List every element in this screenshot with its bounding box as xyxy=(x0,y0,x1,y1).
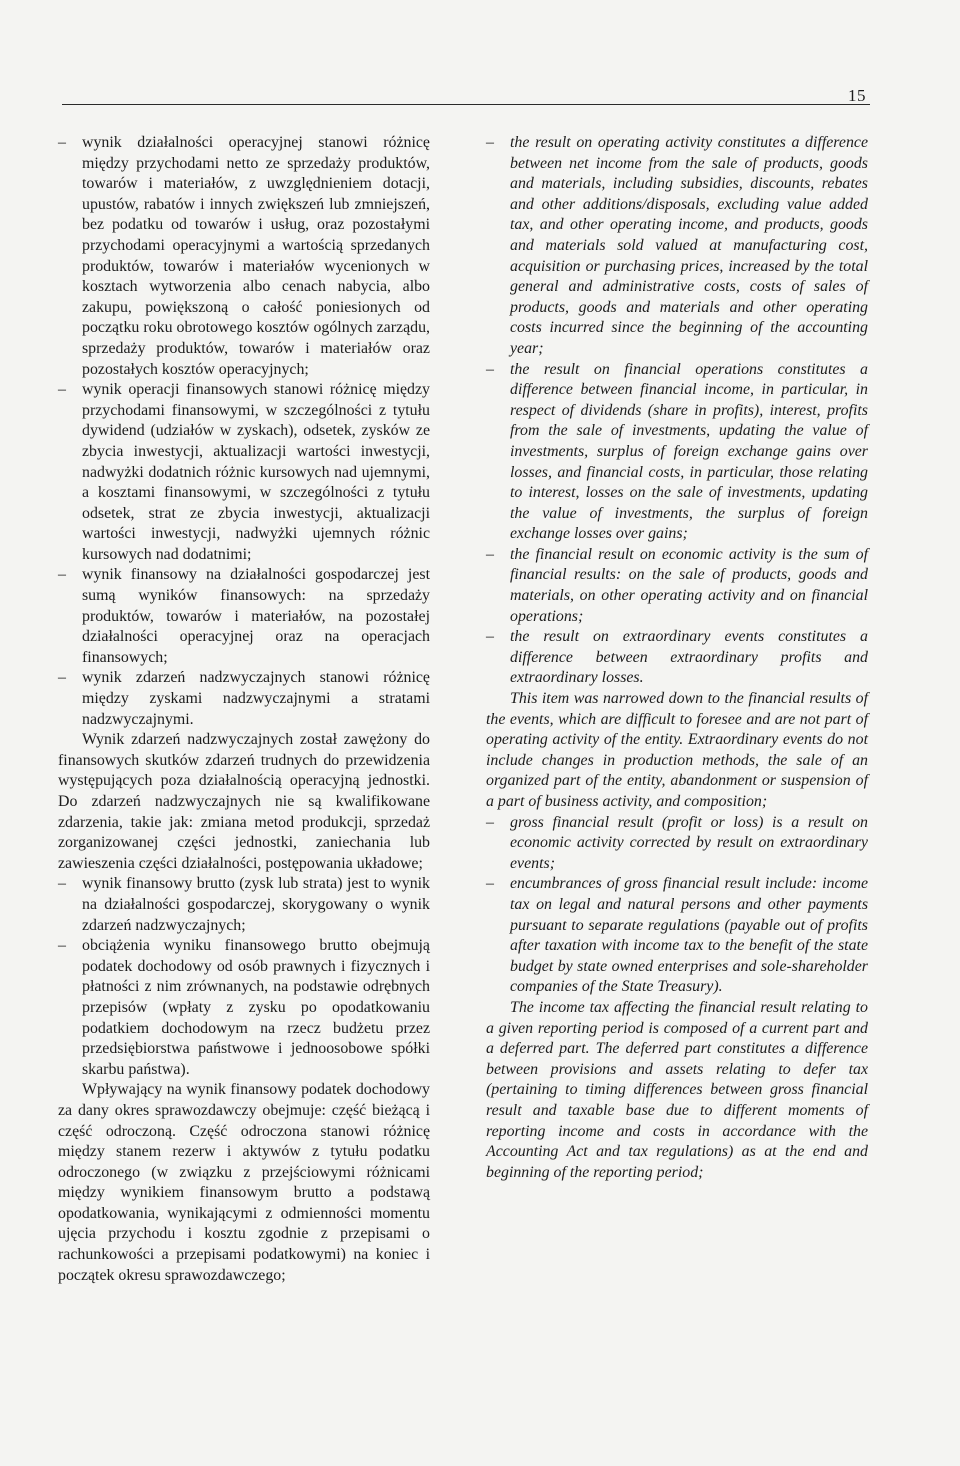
list-item-text: the financial result on economic activity is the sum of financial results: on the sale of products, goods and materials, on other operating activity and on financial operations; xyxy=(510,545,868,625)
list-item-text: the result on extraordinary events constitutes a difference between extraordinary profits and extraordinary losses. xyxy=(510,628,868,687)
list-dash: – xyxy=(58,566,66,584)
list-item-text: wynik finansowy brutto (zysk lub strata) jest to wynik na działalności gospodarczej, skorygowany o wynik zdarzeń nadzwyczajnych; xyxy=(82,875,430,934)
list-item-text: the result on operating activity constitutes a difference between net income from the sale of products, goods and materials, including subsidies, discounts, rebates and other additions/disposals, excluding value added tax, and other operating income, and products, goods and materials sold valued at manufacturing cost, acquisition or purchasing prices, increased by the total general and administrative costs, costs of sales of products, goods and materials and other operating costs incurred since the beginning of the accounting year; xyxy=(510,134,868,357)
list-item-text: wynik zdarzeń nadzwyczajnych stanowi różnicę między zyskami nadzwyczajnymi a stratami nadzwyczajnymi. xyxy=(82,669,430,728)
list-item-text: obciążenia wyniku finansowego brutto obejmują podatek dochodowy od osób prawnych i fizycznych i płatności z nim zrównanych, na podstawie odrębnych przepisów (wpłaty z zysku po opodatkowaniu podatkiem dochodowym na rzecz budżetu przez przedsiębiorstwa państwowe i jednoosobowe spółki skarbu państwa). xyxy=(82,937,430,1078)
list-item xyxy=(58,380,430,565)
list-dash: – xyxy=(486,875,494,893)
paragraph: Wpływający na wynik finansowy podatek dochodowy za dany okres sprawozdawczy obejmuje: część bieżącą i część odroczoną. Część odroczona stanowi różnicę między stanem rezerw i aktywów z tytułu podatku odroczonego (w związku z przejściowymi różnicami między wynikiem finansowym brutto a podstawą opodatkowania, wynikającymi z odmienności momentu ujęcia przychodu i kosztu zgodnie z przepisami o rachunkowości a przepisami podatkowymi) na koniec i początek okresu sprawozdawczego; xyxy=(58,1081,430,1284)
list-item-text: the result on financial operations constitutes a difference between financial income, in particular, in respect of dividends (share in profits), interest, profits from the sale of investments, updating the value of investments, surplus of foreign exchange gains over losses, and financial costs, in particular, those relating to interest, losses on the sale of investments, updating the value of investments, the surplus of foreign exchange losses over gains; xyxy=(510,360,868,543)
paragraph: Wynik zdarzeń nadzwyczajnych został zawężony do finansowych skutków zdarzeń trudnych do przewidzenia występujących poza działalnością operacyjną jednostki. Do zdarzeń nadzwyczajnych nie są kwalifikowane zdarzenia, takie jak: zmiana metod produkcji, sprzedaż zorganizowanej części jednostki, zaniechania lub zawieszenia części działalności, postępowania układowe; xyxy=(58,731,430,872)
list-dash: – xyxy=(486,134,494,151)
list-dash: – xyxy=(58,669,66,687)
list-item-text: wynik działalności operacyjnej stanowi różnicę między przychodami netto ze sprzedaży produktów, towarów i materiałów, z uwzględnieniem dotacji, upustów, rabatów i innych zwiększeń lub zmniejszeń, bez podatku od towarów i usług, oraz pozostałymi przychodami operacyjnymi a wartością sprzedanych produktów, towarów i materiałów wycenionych w kosztach wytworzenia albo cenach nabycia, albo zakupu, powiększoną o całość poniesionych od początku roku obrotowego kosztów ogólnych zarządu, sprzedaży produktów, towarów i materiałów oraz pozostałych kosztów operacyjnych; xyxy=(82,134,430,378)
left-column-polish xyxy=(58,133,430,1286)
page-number: 15 xyxy=(848,86,866,105)
list-item xyxy=(486,874,868,998)
list-dash: – xyxy=(58,381,66,399)
paragraph: The income tax affecting the financial result relating to a given reporting period is composed of a current part and a deferred part. The deferred part constitutes a difference between provisions and assets relating to defer tax (pertaining to timing differences between gross financial result and taxable base due to different moments of reporting income and costs in accordance with the Accounting Act and tax regulations) as at the end and beginning of the reporting period; xyxy=(486,998,868,1181)
list-item xyxy=(486,545,868,627)
header-rule xyxy=(62,104,870,105)
list-item xyxy=(58,565,430,668)
list-item xyxy=(486,360,868,545)
list-dash: – xyxy=(58,937,66,955)
list-item-text: wynik finansowy na działalności gospodarczej jest sumą wyników finansowych: na sprzedaży produktów, towarów i materiałów, na pozostałej działalności operacyjnej oraz na operacjach finansowych; xyxy=(82,566,430,666)
list-item xyxy=(486,813,868,875)
list-dash: – xyxy=(486,813,494,831)
list-dash: – xyxy=(486,628,494,646)
right-column-english xyxy=(486,133,868,1183)
list-item xyxy=(58,668,430,730)
list-item-text: wynik operacji finansowych stanowi różnicę między przychodami finansowymi, w szczególności z tytułu dywidend (udziałów w zyskach), odsetek, zysków ze zbycia inwestycji, aktualizacji wartości inwestycji, nadwyżki dodatnich różnic kursowych nad ujemnymi, a kosztami finansowymi, w szczególności z tytułu odsetek, strat ze zbycia inwestycji, aktualizacji wartości inwestycji, nadwyżki ujemnych różnic kursowych nad dodatnimi; xyxy=(82,381,430,563)
list-item-text: gross financial result (profit or loss) is a result on economic activity corrected by result on extraordinary events; xyxy=(510,813,868,872)
list-dash: – xyxy=(58,134,66,151)
list-item-text: encumbrances of gross financial result include: income tax on legal and natural persons and other payments pursuant to separate regulations (payable out of profits after taxation with income tax to the benefit of the state budget by state owned enterprises and sole-shareholder companies of the State Treasury). xyxy=(510,875,868,996)
list-item xyxy=(58,874,430,936)
list-dash: – xyxy=(58,875,66,893)
list-dash: – xyxy=(486,360,494,378)
paragraph: This item was narrowed down to the financial results of the events, which are difficult to foresee and are not part of operating activity of the entity. Extraordinary events do not include changes in production methods, the sale of an organized part of the entity, abandonment or suspension of a part of business activity, and composition; xyxy=(486,690,868,810)
list-item xyxy=(486,627,868,689)
list-item xyxy=(58,133,430,380)
list-item xyxy=(58,936,430,1080)
list-item xyxy=(486,133,868,360)
list-dash: – xyxy=(486,545,494,563)
